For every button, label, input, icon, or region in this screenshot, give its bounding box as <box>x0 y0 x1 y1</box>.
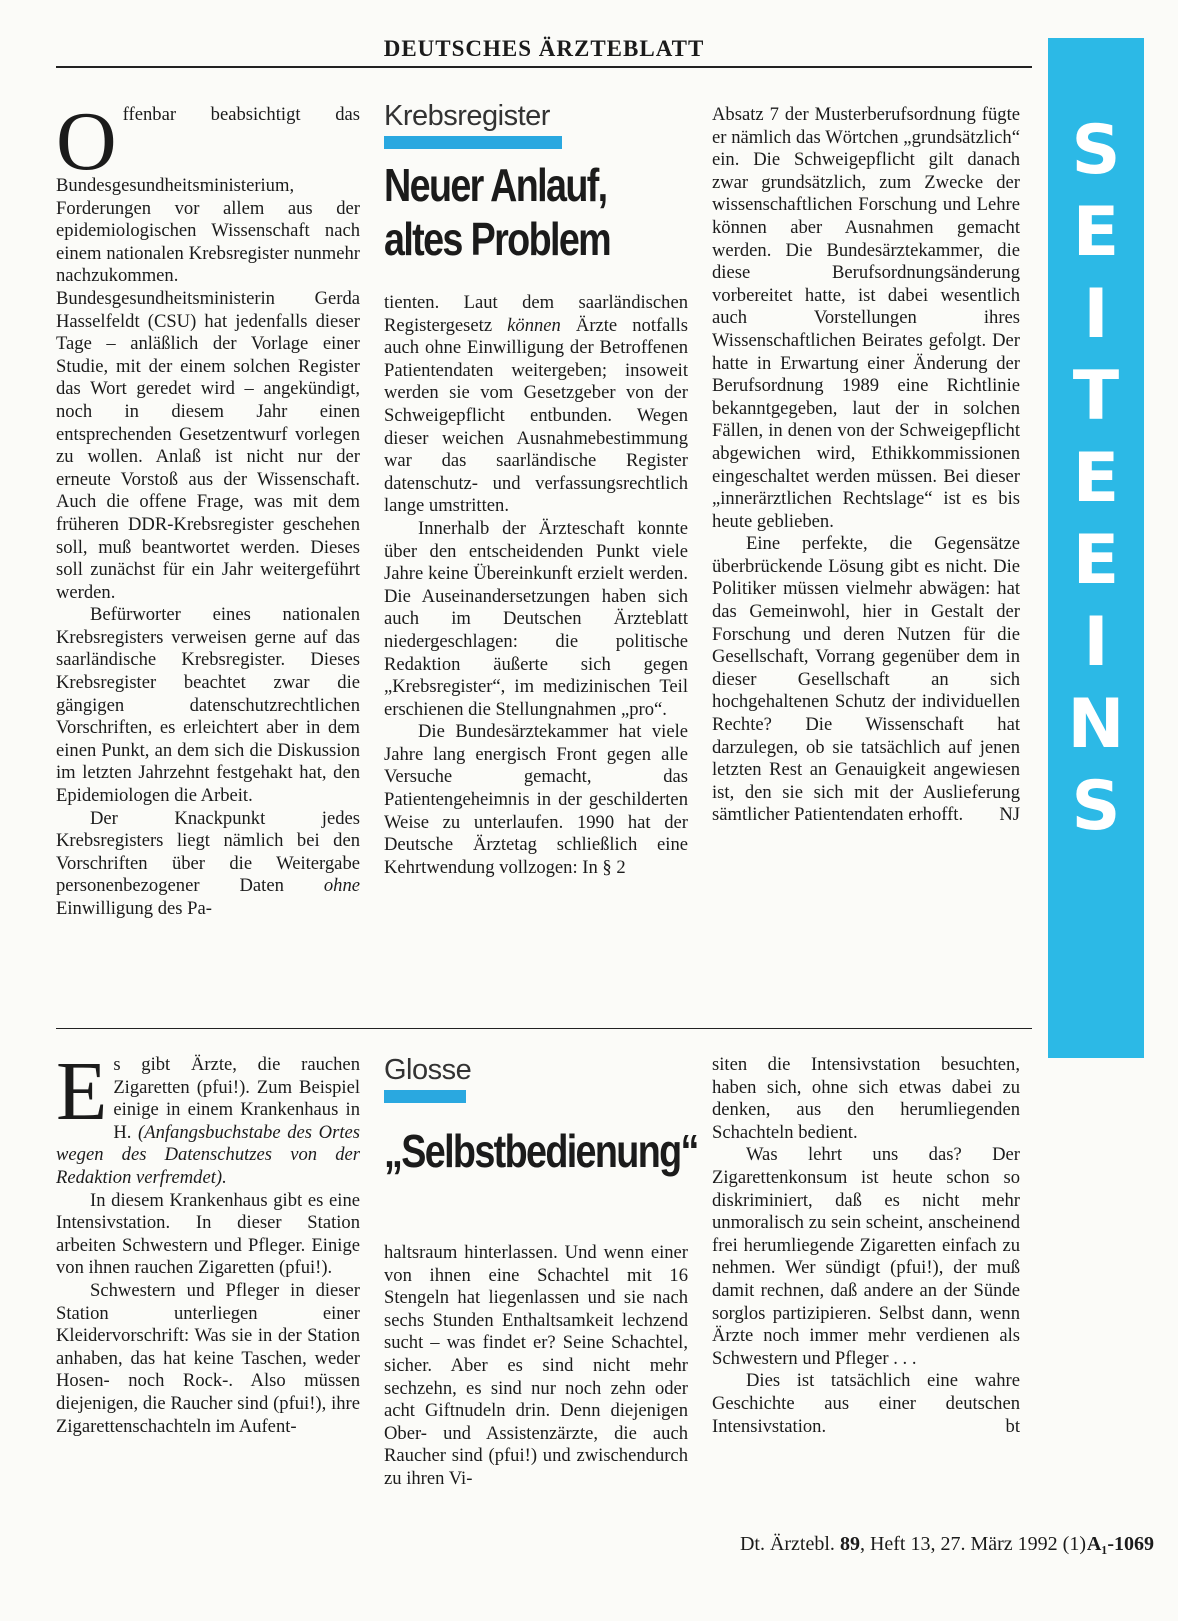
article2-text: Dies ist tatsächlich eine wahre Geschichte aus einer deutschen Intensivstation. <box>712 1370 1020 1437</box>
article1-kicker: Krebsregister <box>384 100 550 132</box>
article2-paragraph: Was lehrt uns das? Der Zigarettenkonsum ist heute schon so diskriminiert, daß es nicht mehr unmoralisch zu sein scheint, anscheinend frei herumliegende Zigaretten einfach zu nehmen. Wer sündigt (pfui!), der muß damit rechnen, daß andere an der Sünde sorglos partizipieren. Selbst dann, wenn Ärzte noch immer mehr verdienen als Schwestern und Pfleger . . . <box>712 1144 1020 1369</box>
article1-headline-line: altes Problem <box>384 213 611 265</box>
article2-paragraph <box>56 1045 360 1190</box>
sidebar-letter: S <box>1071 111 1121 190</box>
masthead: DEUTSCHES ÄRZTEBLATT <box>383 36 705 61</box>
article1-emphasis: können <box>507 314 561 336</box>
article1-emphasis: ohne <box>323 875 360 897</box>
footer-journal: Dt. Ärztebl. <box>739 1533 835 1555</box>
article1-text: tienten. Laut dem saarländischen Registergesetz <box>384 292 688 336</box>
article1-text: Der Knackpunkt jedes Krebsregisters liegt nämlich bei den Vorschriften über die Weitergabe personenbezogener Daten <box>56 807 360 897</box>
article1-paragraph: ffenbar beabsichtigt das Bundesgesundheitsministerium, Forderungen vor allem aus der epidemiologischen Wissenschaft nach einem nationalen Krebsregister nunmehr nachzukommen. Bundesgesundheitsministerin Gerda Hasselfeldt (CSU) hat jedenfalls dieser Tage – anläßlich der Vorlage einer Studie, mit der einem solchen Register das Wort geredet wird – angekündigt, noch in diesem Jahr einen entsprechenden Gesetzentwurf vorlegen zu wollen. Anlaß ist nicht nur der erneute Vorstoß aus der Wissenschaft. Auch die offene Frage, was mit dem früheren DDR-Krebsregister geschehen soll, muß beantwortet werden. Dieses soll zunächst für ein Jahr weitergeführt werden. <box>56 104 360 603</box>
article2-headline: „Selbstbedienung“ <box>384 1125 698 1177</box>
article2-paragraph: Schwestern und Pfleger in dieser Station unterliegen einer Kleidervorschrift: Was sie in der Station anhaben, das hat keine Taschen, weder Hosen- noch Rock-. Also müssen diejenigen, die Raucher sind (pfui!), ihre Zigarettenschachteln im Aufent- <box>56 1279 360 1437</box>
article1-signature: NJ <box>999 804 1020 826</box>
article2-drop-cap: E <box>56 1045 108 1138</box>
article1-paragraph: Die Bundesärztekammer hat viele Jahre lang energisch Front gegen alle Versuche gemacht, das Patientengeheimnis in der geschilderten Weise zu unterlaufen. 1990 hat der Deutsche Ärztetag schließlich eine Kehrtwendung vollzogen: In § 2 <box>384 721 688 878</box>
sidebar-letter: N <box>1067 685 1125 764</box>
footer-issue-date: , Heft 13, 27. März 1992 (1) <box>859 1533 1086 1555</box>
article2-paragraph: siten die Intensivstation besuchten, haben sich, ohne sich etwas dabei zu denken, aus den herumliegenden Schachteln bedient. <box>712 1054 1020 1143</box>
article2-paragraph: In diesem Krankenhaus gibt es eine Intensivstation. In dieser Station arbeiten Schwestern und Pfleger. Einige von ihnen rauchen Zigaretten (pfui!). <box>56 1189 360 1279</box>
article1-paragraph: Absatz 7 der Musterberufsordnung fügte er nämlich das Wörtchen „grundsätzlich“ ein. Die Schweigepflicht gilt danach zwar grundsätzlich, zum Zwecke der wissenschaftlichen Forschung und Lehre können aber Ausnahmen gemacht werden. Die Bundesärztekammer, die diese Berufsordnungsänderung vorbereitet hatte, ist dabei wesentlich auch Vorstellungen ihres Wissenschaftlichen Beirates gefolgt. Der hatte in Erwartung einer Änderung der Berufsordnung 1989 eine Richtlinie bekanntgegeben, laut der in solchen Fällen, in denen von der Schweigepflicht abgewichen wird, Ethikkommissionen eingeschaltet werden müssen. Bei dieser „innerärztlichen Rechtslage“ ist es bis heute geblieben. <box>712 104 1020 532</box>
article2-paragraph <box>712 1370 1020 1438</box>
article2-paragraph: haltsraum hinterlassen. Und wenn einer von ihnen eine Schachtel mit 16 Stengeln hat liegenlassen und sie nach sechs Stunden Enthaltsamkeit lechzend sucht – was findet er? Seine Schachtel, sicher. Aber es sind nicht mehr sechzehn, es sind nur noch zehn oder acht Giftnudeln drin. Denn diejenigen Ober- und Assistenzärzte, die auch Raucher sind (pfui!) und zwischendurch zu ihren Vi- <box>384 1242 688 1489</box>
article1-headline <box>384 158 610 266</box>
article1-paragraph: Befürworter eines nationalen Krebsregisters verweisen gerne auf das saarländische Krebsregister. Dieses Krebsregister beachtet zwar die gängigen datenschutzrechtlichen Vorschriften, es erleichtert aber in dem einen Punkt, an dem sich die Diskussion im letzten Jahrzehnt festgehakt hat, den Epidemiologen die Arbeit. <box>56 604 360 807</box>
sidebar-letter: S <box>1071 767 1121 846</box>
article1-text: Ärzte notfalls auch ohne Einwilligung der Betroffenen Patientendaten weitergeben; insoweit werden sie vom Gesetzgeber von der Schweigepflicht entbunden. Wegen dieser weichen Ausnahmebestimmung war das saarländische Register datenschutz- und verfassungsrechtlich lange umstritten. <box>384 314 688 517</box>
sidebar-letter: T <box>1072 357 1120 436</box>
section-divider <box>56 1028 1032 1029</box>
article1-text: Eine perfekte, die Gegensätze überbrückende Lösung gibt es nicht. Die Politiker müssen vielmehr abwägen: hat das Gemeinwohl, hier in Gestalt der Forschung und deren Nutzen für die Gesellschaft, Vorrang gegenüber dem in dieser Gesellschaft an sich hochgehaltenen Schutz der individuellen Rechte? Die Wissenschaft hat darzulegen, ob sie tatsächlich auf jenen letzten Rest an Genauigkeit angewiesen ist, den sie sich mit der Auslieferung sämtlicher Patientendaten erhofft. <box>712 533 1020 826</box>
article2-column-2 <box>384 1242 688 1491</box>
article1-column-3 <box>712 104 1020 827</box>
sidebar-letter: E <box>1072 439 1120 518</box>
article1-headline-line: Neuer Anlauf, <box>384 159 607 211</box>
article1-paragraph <box>712 533 1020 827</box>
sidebar-letter: I <box>1083 603 1109 682</box>
article2-column-3 <box>712 1054 1020 1438</box>
sidebar-letter: E <box>1072 521 1120 600</box>
page-number: A₁-1069 <box>1086 1533 1154 1555</box>
sidebar-letter: I <box>1083 275 1109 354</box>
article2-kicker-bar <box>384 1090 466 1103</box>
article1-paragraph <box>384 292 688 518</box>
sidebar-label <box>1048 110 1144 848</box>
sidebar-letter: E <box>1072 193 1120 272</box>
article1-paragraph: Innerhalb der Ärzteschaft konnte über den entscheidenden Punkt viele Jahre keine Übereinkunft erzielt werden. Die Auseinandersetzungen haben sich auch im Deutschen Ärzteblatt niedergeschlagen: die politische Redaktion äußerte sich gegen „Krebsregister“, im medizinischen Teil erschienen die Stellungnahmen „pro“. <box>384 517 688 720</box>
article1-text: Einwilligung des Pa- <box>56 898 212 919</box>
masthead-rule <box>56 66 1032 68</box>
article2-kicker: Glosse <box>384 1054 472 1086</box>
article2-signature: bt <box>1005 1415 1020 1437</box>
footer-volume: 89 <box>839 1533 860 1555</box>
article1-column-2 <box>384 292 688 879</box>
article2-emphasis: (Anfangsbuchstabe des Ortes wegen des Datenschutzes von der Redaktion verfremdet). <box>56 1121 360 1188</box>
article1-drop-cap: O <box>56 95 117 188</box>
footer-citation <box>740 1533 1086 1556</box>
article1-paragraph <box>56 808 360 921</box>
article1-kicker-bar <box>384 136 562 149</box>
sidebar-seite-eins <box>1048 38 1144 1058</box>
article2-column-1 <box>56 1045 360 1438</box>
article2-text: s gibt Ärzte, die rauchen Zigaretten (pfui!). Zum Beispiel einige in einem Krankenhaus in H. <box>113 1054 360 1143</box>
article1-column-1 <box>56 95 360 921</box>
